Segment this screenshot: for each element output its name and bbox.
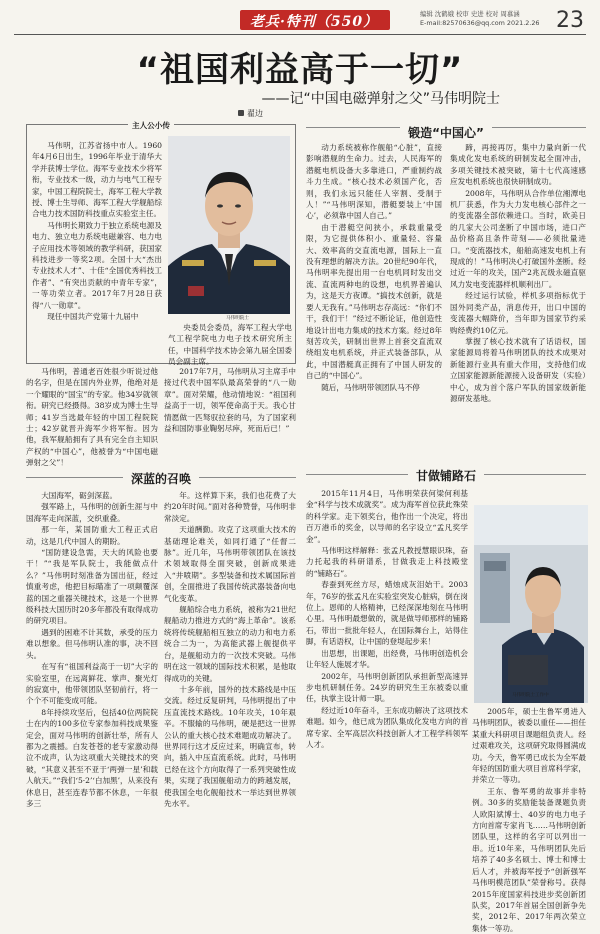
section-3-col1-p5: 2002年，马伟明创新团队承担新型高速异步电机研制任务。24岁的研究生王东被委以重任，执掌主设计师一职。 xyxy=(306,671,468,704)
section-2-col2-p3: 舰船综合电力系统，被称为21世纪舰船动力推进方式的“海上革命”。该系统将传统舰船相互独立的动力和电力系统合二为一，为高能武器上舰提供平台，是舰船动力的一次技术突破。马伟明在这一领域的国际技术积累，是他取得成功的关键。 xyxy=(164,605,296,683)
profile-label: 主人公小传 xyxy=(128,120,174,131)
masthead xyxy=(0,0,600,40)
profile-bio-continued: 央委员会委员，海军工程大学电气工程学院电力电子技术研究所主任，中国科学技术协会第九届全国委员会副主席。 xyxy=(168,323,292,367)
subheadline: ——记“中国电磁弹射之父”马伟明院士 xyxy=(261,91,500,107)
section-2-col1-p3: 那一年，某国防重大工程正式启动，这是几代中国人的期盼。 xyxy=(26,525,158,546)
section-1-col2-p2: 2008年，马伟明从合作单位湘潭电机厂获悉，作为大力发电核心部件之一的变流器全部依赖进口。当时，欧美日的几家大公司垄断了中国市场，进口产品价格高且条件苛刻——必须批量进口。“变流器技术，船舶高速发电机上有现成的！”马伟明决心打破国外垄断。经过近一年的攻关，国产2兆瓦级永磁直驱风力发电变流器样机顺利出厂。 xyxy=(450,188,586,289)
author-name: 翟边 xyxy=(247,109,263,118)
section-3-col1-p3: 春蚕到死丝方尽，蜡烛成灰泪始干。2003年，76岁的张孟凡在实验室突发心脏病，倒在岗位上。恩师的人格精神，已经深深地刻在马伟明心里。马伟明最想做的，就是做导师那样的铺路石，带出一批批年轻人，在国际舞台上，站得住脚，有话语权，让中国的登堤起步来！ xyxy=(306,580,468,647)
section-1-column-1 xyxy=(306,142,442,470)
section-2-column-2 xyxy=(164,490,296,820)
page-number: 23 xyxy=(556,8,584,33)
section-1-col1-p1: 动力系统被称作舰船“心脏”，直接影响潜舰的生命力。过去，人民海军的潜艇电机设备大多靠进口，严重制约战斗力生成。“核心技术必须国产化，否则，我们永远只能任人宰割、受制于人！”“马伟明深知，潜艇要装上‘中国心’，必须靠中国人自己。” xyxy=(306,143,442,221)
section-1-title xyxy=(306,124,586,141)
section-2-col1-p6: 在写有“祖国利益高于一切”大字的实验室里，在远离鲜花、掌声、聚光灯的寂寞中，他带领团队坚韧前行，将一个个不可能变成可能。 xyxy=(26,662,158,706)
portrait-photo xyxy=(168,136,290,314)
section-2-col2-p4: 十多年前，国外的技术路线是中压交流。经过反复研判，马伟明提出了中压直流技术路线。10年攻关，10年艰辛。不服输的马伟明，硬是把这一世界公认的重大核心技术难题成功解决了。世界同行这才反应过来，明确宣布，转向，插入中压直流系统。此时，马伟明已经在这个方向取得了一系列突破性成果，实现了我国舰船动力的跨越发展，使我国全电化舰船技术一举达到世界领先水平。 xyxy=(164,684,296,808)
section-1-column-2 xyxy=(450,142,586,470)
section-3-col2-p2: 王东、鲁军勇的故事并非特例。30多的奖励能装备课题负责人欧阳斌博士、40岁的电力电子方向首席专家肖飞……马伟明创新团队里，这样的名字可以列出一串。近10年来，马伟明团队先后培养了40多名硕士、博士和博士后人才，并被海军授予“创新强军马伟明模范团队”荣誉称号。获得2015年度国家科技进步奖创新团队奖，2017年首届全国创新争先奖，2012年、2017年两次荣立集体一等功。 xyxy=(472,786,586,933)
section-3-title-text: 甘做铺路石 xyxy=(408,469,484,483)
section-2-col1-p7: 8年持续攻坚后，包括40位两院院士在内的100多位专家参加科技成果鉴定会，面对马伟明的创新壮举，所有人都为之震撼。白发苍苍的老专家激动得泣不成声，认为这项重大关键技术的突破，“其意义甚至不亚于‘两弹一星’和载人航天。”“我们‘5·2’‘白加黑’，从来没有休息日，甚至连春节都不休息，一年很多三 xyxy=(26,707,159,808)
profile-bio-p1: 马伟明，江苏省扬中市人。1960年4月6日出生，1996年毕业于清华大学并获博士学位。海军专业技术少将军衔，专业技术一级，动力与电气工程专家，中国工程院院士，海军工程大学教授、博士生导师、海军工程大学舰船综合电力技术国防科技重点实验室主任。 xyxy=(32,141,162,219)
profile-bio xyxy=(32,140,162,358)
section-3-column-1 xyxy=(306,488,468,820)
work-photo-caption: 马伟明院士工作中 xyxy=(512,693,549,698)
section-2-title xyxy=(26,470,296,487)
byline-square-icon xyxy=(238,110,244,116)
profile-bio-p3: 现任中国共产党第十九届中 xyxy=(47,312,139,322)
section-1-col1-p3: 随后，马伟明带领团队马不停 xyxy=(321,382,420,392)
section-2-column-1 xyxy=(26,490,158,820)
section-3-column-2 xyxy=(472,706,586,933)
section-2-col1-p5: 遇到的困难不计其数，承受的压力难以想象。但马伟明认准的事，决不回头。 xyxy=(26,627,158,660)
section-2-col1-p2: 强军路上，马伟明的创新生涯与中国海军走向深蓝，交织重叠。 xyxy=(26,502,158,523)
section-2-col1-p4: “国防建设急需，天大的风险也要干！”“我是军队院士，我能做点什么？”马伟明时刻准备为国出征，经过慎重考虑，他把目标瞄准了一项颠覆深蓝的国之重器关键技术，这是一个世界级科技大国历时20多年都没有取得成功的研究项目。 xyxy=(26,548,158,626)
section-3-col2-p1: 2005年，硕士生鲁军勇进入马伟明团队，被委以重任——担任某重大科研项目课题组负责人。经过艰难攻关，这项研究取得圆满成功。今天，鲁军勇已成长为全军最年轻的国防重大项目首席科学家，并荣立一等功。 xyxy=(472,707,586,785)
section-2-title-text: 深蓝的召唤 xyxy=(123,472,199,486)
masthead-title: 老兵·特刊（550） xyxy=(250,14,379,30)
portrait-illustration xyxy=(168,136,290,314)
masthead-email-date: E-mail:82570636@qq.com 2021.2.26 xyxy=(420,19,540,27)
masthead-credits xyxy=(420,10,550,28)
section-2-col2-p1: 年。这样算下来，我们也花费了大约20年时间。”面对各种赞誉，马伟明非常淡定。 xyxy=(164,491,296,523)
section-1-col2-p3: 经过运行试验，样机多项指标优于国外同类产品，消息传开，出口中国的变流器大幅降价，当年即为国家节约采购经费约10亿元。 xyxy=(450,291,586,335)
masthead-divider xyxy=(14,34,586,35)
section-3-title xyxy=(306,467,586,484)
section-1-col1-p2: 由于潜艇空间狭小，承载重量受限，为它提供体积小、重量轻、容量大、效率高的交直流电源，国际上一直没有理想的解决方法。20世纪90年代，马伟明率先提出用一台电机同时发出交流、直流两种电的设想，电机界普遍认为，这是天方夜谭。“搞技术创新，就是要人无我有。”马伟明志存高远：“你们不干，我们干！”经过不断论证，他创造性地设计出电力集成的技术方案。经过8年刻苦攻关，研制出世界上首套交直流双绕组发电机系统，并正式装备部队，从此，中国潜艇真正拥有了中国人研发的自己的“中国心”。 xyxy=(306,222,442,381)
intro-column-1: 马伟明，普通老百姓很少听说过他的名字，但是在国内外业界，他绝对是一个耀眼的“国宝”的专家。他34岁就领衔。研究已经摄得。38岁成为博士生导师；41岁当选最年轻的中国工程院院士；42岁就晋升海军少将军衔。因为他，我军舰船拥有了具有完全自主知识产权的“中国心”，他被誉为“中国电磁弹射之父”！ xyxy=(26,367,158,468)
section-3-col1-p4: 出思想，出课题，出经费，马伟明创造机会让年轻人施展才华。 xyxy=(306,648,468,670)
masthead-editors: 编辑 沈鹤娥 校审 史进 校对 周慕涵 xyxy=(420,10,520,18)
work-photo-illustration xyxy=(474,505,588,703)
work-photo xyxy=(474,505,588,703)
section-2-col1-p1: 大国海军，砺剑深蓝。 xyxy=(41,491,118,500)
section-1-col2-p1: 蹄，再接再厉，集中力量向新一代集成化发电系统的研制发起全面冲击，多项关键技术被突破，第十七代高速感应发电机系统也很快研制成功。 xyxy=(450,143,586,187)
profile-bio-p2: 马伟明长期致力于独立系统电源及电力、独立电力系统电磁兼容、电力电子应用技术等领域的教学科研，获国家科技进步一等奖2项。全国十大“杰出专业技术人才”、十佳“全国优秀科技工作者”、“有突出贡献的中青年专家”，一等功荣立者。2017年7月28日获得“八一勋章”。 xyxy=(32,220,162,310)
section-3-col1-p6: 经过近10年奋斗，王东成功解决了这项技术难题。如今，他已成为团队集成化发电方向的首席专家、全军高层次科技创新人才工程学科领军人才。 xyxy=(306,705,468,749)
portrait-caption: 马伟明院士 xyxy=(226,316,249,321)
headline: “祖国利益高于一切” xyxy=(136,50,464,90)
section-3-col1-p2: 马伟明这样解释：张孟凡教授慧眼识珠，奋力托起我的科研谱系，甘做我走上科技殿堂的“铺路石”。 xyxy=(306,546,468,578)
section-2-col2-p2: 天道酬勤。攻克了这项重大技术的基础理论难关，如同打通了“任督二脉”。近几年，马伟明带领团队在该技术领域取得全面突破，创新成果进入“井喷期”。多型装备和技术属国际首创，全面推进了我国传统武器装备向电气化变革。 xyxy=(164,525,296,603)
section-1-title-text: 锻造“中国心” xyxy=(400,126,492,140)
section-3-col1-p1: 2015年11月4日，马伟明荣获何梁何利基金“科学与技术成就奖”。成为海军首位获此殊荣的科学家。走下领奖台，他作出一个决定，将出百万港币的奖金，以导师的名字设立“孟凡奖学金”。 xyxy=(306,489,468,544)
intro-column-2: 2017年7月，马伟明从习主席手中接过代表中国军队最高荣誉的“八一勋章”。面对荣耀，他动情地说：“祖国利益高于一切，领军使命高于天。我心甘情愿做一匹驽驭拉套的马，为了国家利益和国防事业鞠躬尽瘁，死而后已！” xyxy=(164,367,296,434)
section-1-col2-p4: 掌握了核心技术就有了话语权，国家能源局将着马伟明团队的技术成果对新能源行业具有重大作用，支持他们成立国家能源新能源接入设备研发（实验）中心，成为首个落户军队的国家级新能源研发基地。 xyxy=(450,336,586,403)
byline xyxy=(238,108,263,119)
